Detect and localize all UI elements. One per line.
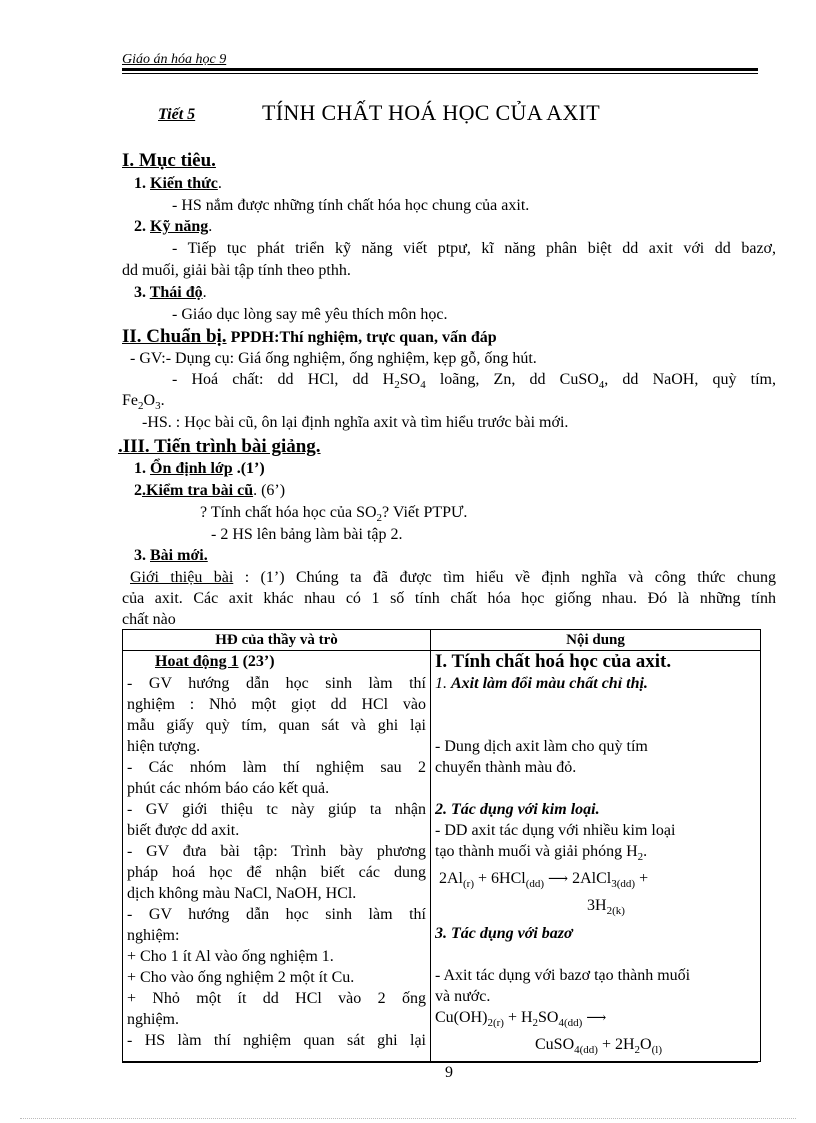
page-edge-dotted xyxy=(20,1118,796,1119)
activity-line: - GV hướng dẫn học sinh làm thí xyxy=(127,906,426,923)
old-lesson-task: - 2 HS lên bảng làm bài tập 2. xyxy=(211,526,403,543)
section1-text: chuyển thành màu đỏ. xyxy=(435,759,577,776)
activity-line: nghiệm : Nhỏ một giọt dd HCl vào xyxy=(127,696,426,713)
activity-line: + Cho 1 ít Al vào ống nghiệm 1. xyxy=(127,948,334,965)
chemicals-line: - Hoá chất: dd HCl, dd $H_2SO_4$ loãng, Zn, dd CuSO$_4$, dd NaOH, quỳ tím, xyxy=(172,371,777,392)
intro-line-3: chất nào xyxy=(122,611,176,628)
preparation-row xyxy=(122,326,497,348)
section2-text: tạo thành muối và giải phóng $H_2$. xyxy=(435,843,648,864)
activity-line: - GV hướng dẫn học sinh làm thí xyxy=(127,675,426,692)
attitude-label: Thái độ xyxy=(149,284,203,301)
activity-line: biết được dd axit. xyxy=(127,822,240,839)
activity-line: - GV đưa bài tập: Trình bày phương xyxy=(127,843,426,860)
intro-line-2: của axit. Các axit khác nhau có 1 số tính chất hóa học giống nhau. Đó là những tính xyxy=(122,590,776,607)
footer-rule xyxy=(122,1062,758,1063)
section2-title: 2. Tác dụng với kim loại. xyxy=(435,801,600,818)
header-rule-thick xyxy=(122,68,758,71)
skills-row: 2. Kỹ năng. xyxy=(134,218,213,235)
activity-line: phút các nhóm báo cáo kết quả. xyxy=(127,780,330,797)
step3-label: Bài mới. xyxy=(150,547,208,564)
skills-text-2: dd muối, giải bài tập tính theo pthh. xyxy=(122,262,351,279)
reaction-arrow-icon: ⟶ xyxy=(586,1010,607,1026)
running-header: Giáo án hóa học 9 xyxy=(122,52,227,67)
objectives-heading: I. Mục tiêu. xyxy=(122,150,216,171)
equation-cuoh2-h2so4: $Cu(OH)_{2(r)} + H_2SO_{4(dd)}$ ⟶ xyxy=(435,1008,607,1029)
intro-label: Giới thiệu bài xyxy=(130,569,234,586)
knowledge-row: 1. Kiến thức. xyxy=(134,175,222,192)
col2-header: Nội dung xyxy=(431,630,761,651)
section3-text: - Axit tác dụng với bazơ tạo thành muối xyxy=(435,966,691,984)
step2-row: 2.Kiểm tra bài cũ. (6’) xyxy=(134,482,286,499)
lesson-table xyxy=(122,629,761,1062)
activity-line: pháp hoá học để nhận biết các dung xyxy=(127,864,426,881)
reaction-arrow-icon: ⟶ xyxy=(548,872,569,888)
section3-text: và nước. xyxy=(435,987,491,1005)
process-heading: .III. Tiến trình bài giảng. xyxy=(118,436,321,457)
attitude-text: - Giáo dục lòng say mê yêu thích môn học. xyxy=(172,306,448,323)
activity-heading: Hoat động 1 (23’) xyxy=(155,653,275,670)
equation-al-hcl: $2Al_{(r)} + 6HCl_{(dd)}$ ⟶ 2AlCl$_{3(dd)}$ + xyxy=(439,870,649,891)
knowledge-text: - HS nắm được những tính chất hóa học chung của axit. xyxy=(172,197,530,214)
intro-line-1: Giới thiệu bài : (1’) Chúng ta đã được tìm hiểu về định nghĩa và công thức chung xyxy=(130,569,776,586)
attitude-row: 3. Thái độ. xyxy=(134,284,207,301)
section1-title: 1. Axit làm đổi màu chất chỉ thị. xyxy=(435,675,648,692)
activity-line: nghiệm: xyxy=(127,927,180,944)
page-number: 9 xyxy=(445,1064,453,1081)
activity-line: nghiệm. xyxy=(127,1011,179,1028)
old-lesson-question: ? Tính chất hóa học của $SO_2$? Viết PTPƯ. xyxy=(200,504,468,525)
activity-line: dịch không màu NaCl, NaOH, HCl. xyxy=(127,885,357,902)
equation-cuoh2-product: CuSO$_{4(dd)}$ + $2H_2O_{(l)}$ xyxy=(535,1035,662,1056)
section1-text: - Dung dịch axit làm cho quỳ tím xyxy=(435,738,648,755)
header-rule-thin xyxy=(122,73,758,74)
activity-line: mẫu giấy quỳ tím, quan sát và ghi lại xyxy=(127,717,426,734)
equation-al-hcl-product: $3H_{2(k)}$ xyxy=(587,897,625,918)
teacher-activities-cell xyxy=(123,651,431,1062)
methods-text: PPDH:Thí nghiệm, trực quan, vấn đáp xyxy=(230,329,497,346)
knowledge-label: Kiến thức xyxy=(150,175,218,192)
lesson-title: TÍNH CHẤT HOÁ HỌC CỦA AXIT xyxy=(262,100,601,125)
skills-label: Kỹ năng xyxy=(150,218,209,235)
content-heading: I. Tính chất hoá học của axit. xyxy=(435,651,672,672)
preparation-heading: II. Chuẩn bị. xyxy=(122,326,227,347)
section2-text: - DD axit tác dụng với nhiều kim loại xyxy=(435,822,676,839)
step1-row: 1. Ổn định lớp .(1’) xyxy=(134,460,265,477)
step3-row: 3. Bài mới. xyxy=(134,547,208,564)
step2-label: .Kiểm tra bài cũ xyxy=(142,482,254,499)
activity-line: - Các nhóm làm thí nghiệm sau 2 xyxy=(127,759,426,776)
fe2o3-line: $Fe_2O_3$. xyxy=(122,392,165,413)
activity-line: + Nhỏ một ít dd HCl vào 2 ống xyxy=(127,990,426,1007)
period-label: Tiết 5 xyxy=(158,106,196,123)
content-cell xyxy=(431,651,761,1062)
activity-line: - HS làm thí nghiệm quan sát ghi lại xyxy=(127,1032,426,1049)
students-prep: -HS. : Học bài cũ, ôn lại định nghĩa axit và tìm hiểu trước bài mới. xyxy=(142,414,569,431)
step1-label: Ổn định lớp xyxy=(150,460,233,477)
activity-line: hiện tượng. xyxy=(127,738,201,755)
section3-title: 3. Tác dụng với bazơ xyxy=(435,924,573,942)
teacher-tools: - GV:- Dụng cụ: Giá ống nghiệm, ống nghiệm, kẹp gỗ, ống hút. xyxy=(130,350,537,367)
col1-header: HĐ của thầy và trò xyxy=(123,630,431,651)
activity-line: - GV giới thiệu tc này giúp ta nhận xyxy=(127,801,426,818)
activity-line: + Cho vào ống nghiệm 2 một ít Cu. xyxy=(127,969,355,986)
skills-text-1: - Tiếp tục phát triển kỹ năng viết ptpư, kĩ năng phân biệt dd axit với dd bazơ, xyxy=(172,240,776,257)
